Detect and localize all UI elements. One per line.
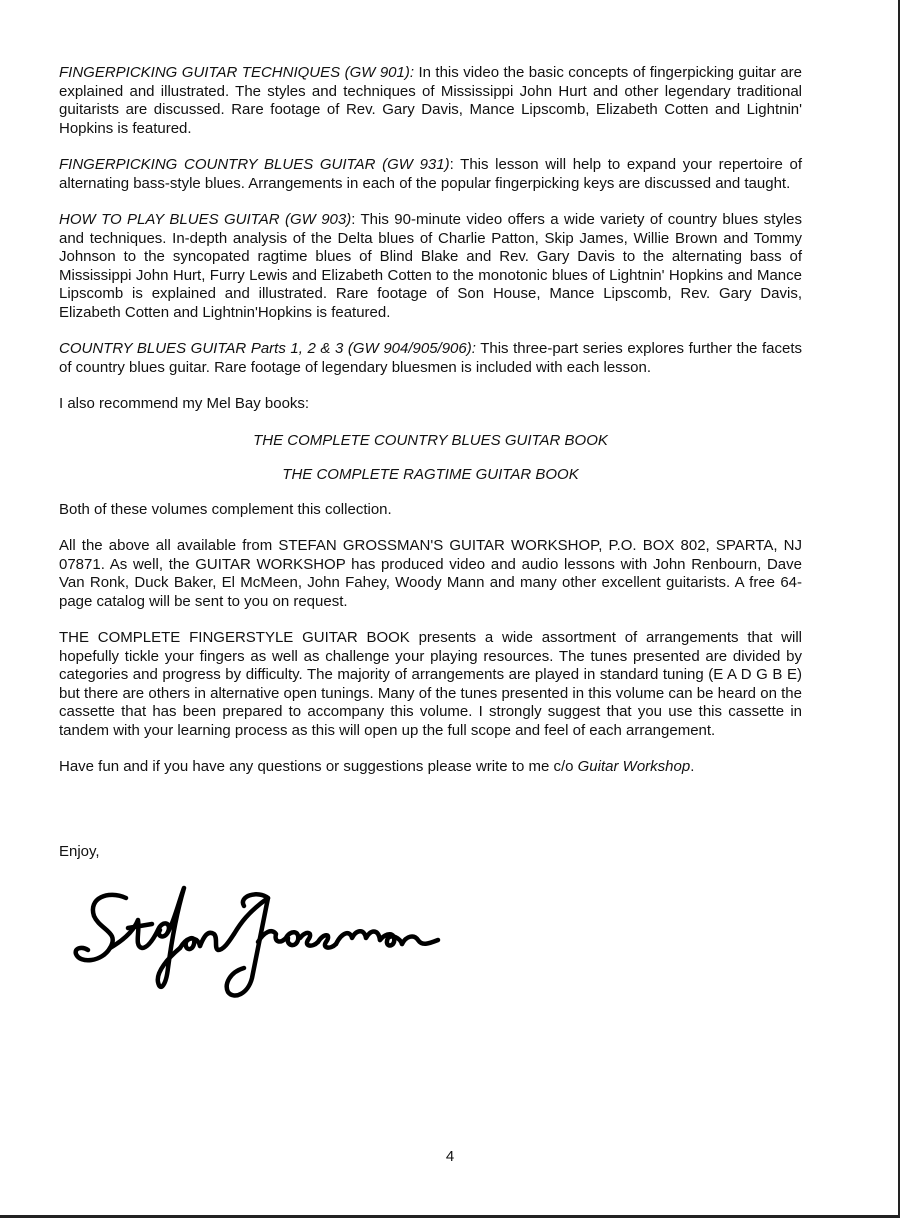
- paragraph-fingerpicking-techniques: [59, 64, 802, 138]
- closing-salutation: Enjoy,: [59, 843, 100, 860]
- paragraph-text: : This 90-minute video offers a wide variety of country blues styles and techniques. In-depth analysis of the Delta blues of Charlie Patton, Skip James, Willie Brown and Tommy Johnson to the syncopated ragtime blues of Blind Blake and Rev. Gary Davis to the alternating bass of Mississippi John Hurt, Furry Lewis and Elizabeth Cotten to the monotonic blues of Lightnin' Hopkins and Mance Lipscomb is explained and illustrated. Rare footage of Son House, Mance Lipscomb, Rev. Gary Davis, Elizabeth Cotten and Lightnin'Hopkins is featured.: [59, 211, 803, 321]
- paragraph-volumes-complement: Both of these volumes complement this collection.: [59, 500, 392, 518]
- video-title-gw904-906: COUNTRY BLUES GUITAR Parts 1, 2 & 3 (GW 904/905/906):: [59, 340, 476, 357]
- video-title-gw903: HOW TO PLAY BLUES GUITAR (GW 903): [59, 211, 352, 228]
- paragraph-text: Have fun and if you have any questions or suggestions please write to me c/o: [59, 758, 578, 775]
- paragraph-book-description: THE COMPLETE FINGERSTYLE GUITAR BOOK presents a wide assortment of arrangements that will hopefully tickle your fingers as well as challenge your playing resources. The tunes presented are divided by categories and progress by difficulty. The majority of arrangements are played in standard tuning (E A D G B E) but there are others in alternative open tunings. Many of the tunes presented in this volume can be heard on the cassette that has been prepared to accompany this volume. I strongly suggest that you use this cassette in tandem with your learning process as this will open up the full scope and feel of each arrangement.: [59, 629, 802, 739]
- document-body: [59, 64, 802, 777]
- book-title-ragtime: THE COMPLETE RAGTIME GUITAR BOOK: [282, 466, 579, 483]
- paragraph-have-fun: [59, 758, 802, 777]
- book-title-country-blues: THE COMPLETE COUNTRY BLUES GUITAR BOOK: [253, 431, 608, 449]
- page-number: 4: [445, 1148, 455, 1165]
- paragraph-text: : This lesson will help to expand your repertoire of alternating bass-style blues. Arrangements in each of the popular fingerpicking keys are discussed and taught.: [59, 156, 802, 192]
- paragraph-text: In this video the basic concepts of fingerpicking guitar are explained and illustrated. The styles and techniques of Mississippi John Hurt and other legendary traditional guitarists are discussed. Rare footage of Rev. Gary Davis, Mance Lipscomb, Elizabeth Cotten and Lightnin' Hopkins is featured.: [59, 64, 803, 137]
- paragraph-country-blues-series: [59, 340, 802, 377]
- guitar-workshop-name: Guitar Workshop: [577, 758, 691, 775]
- paragraph-text: This three-part series explores further the facets of country blues guitar. Rare footage of legendary bluesmen is included with each lesson.: [59, 340, 802, 376]
- video-title-gw901: FINGERPICKING GUITAR TECHNIQUES (GW 901):: [59, 64, 415, 81]
- paragraph-recommend-books: I also recommend my Mel Bay books:: [59, 395, 310, 412]
- signature-image: [68, 868, 448, 1008]
- paragraph-availability: All the above all available from STEFAN GROSSMAN'S GUITAR WORKSHOP, P.O. BOX 802, SPARTA, NJ 07871. As well, the GUITAR WORKSHOP has produced video and audio lessons with John Renbourn, Dave Van Ronk, Duck Baker, El McMeen, John Fahey, Woody Mann and many other excellent guitarists. A free 64-page catalog will be sent to you on request.: [59, 537, 802, 610]
- paragraph-how-to-play-blues: [59, 211, 802, 322]
- video-title-gw931: FINGERPICKING COUNTRY BLUES GUITAR (GW 931): [59, 156, 450, 173]
- paragraph-country-blues-fingerpicking: [59, 156, 802, 193]
- paragraph-text: .: [690, 758, 695, 775]
